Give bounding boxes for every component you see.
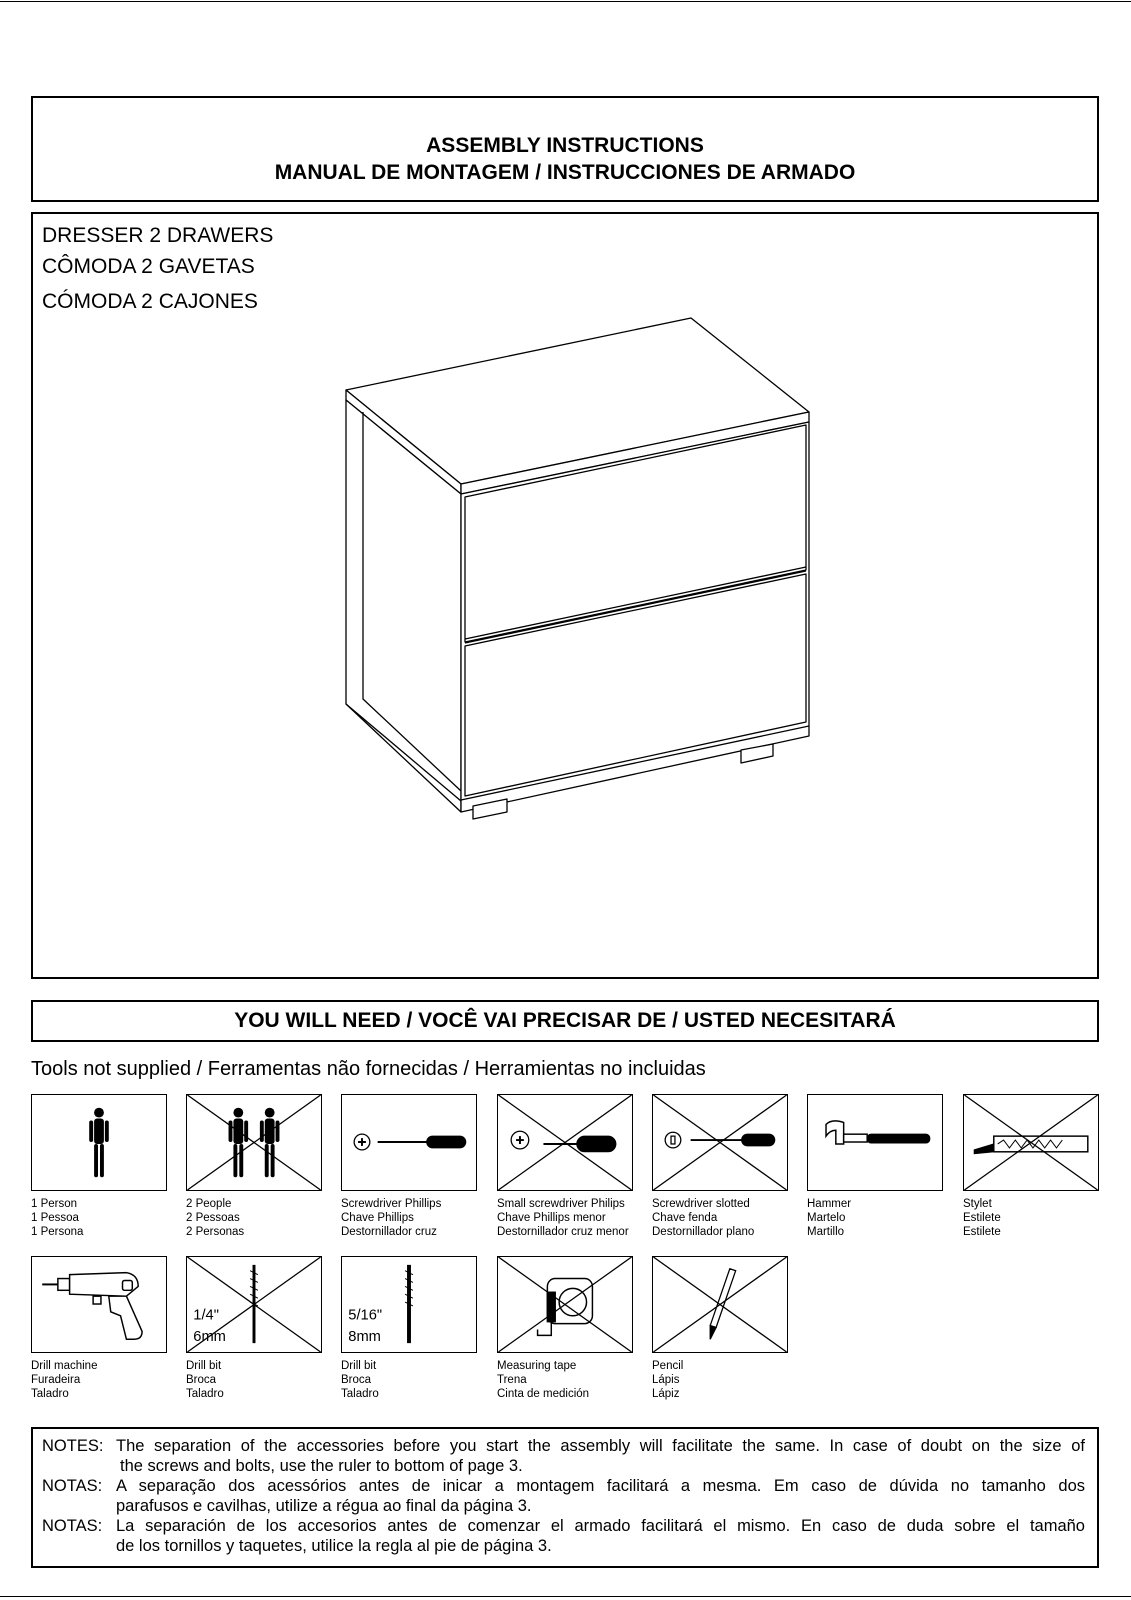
note-line: The separation of the accessories before you start the assembly will facilitate the same. In case of doubt on the size of [116, 1437, 1085, 1455]
tool-pencil [652, 1256, 788, 1401]
slotted-screwdriver-icon [653, 1095, 787, 1190]
tool-label-es: Martillo [807, 1226, 845, 1238]
product-name-en: DRESSER 2 DRAWERS [42, 224, 274, 247]
tool-label-pt: Estilete [963, 1212, 1001, 1224]
tool-label-en: 1 Person [31, 1198, 78, 1210]
bottom-rule [0, 1596, 1131, 1597]
phillips-screwdriver-icon [342, 1095, 476, 1190]
hammer-icon [808, 1095, 942, 1190]
tool-one-person [31, 1094, 167, 1239]
note-key: NOTAS: [42, 1477, 103, 1495]
tool-label-en: Small screwdriver Philips [497, 1198, 625, 1210]
tool-label-pt: Trena [497, 1374, 527, 1386]
title-box [31, 96, 1099, 202]
dresser-illustration [33, 214, 1097, 977]
tool-label-pt: Chave Phillips menor [497, 1212, 606, 1224]
tool-label-en: Measuring tape [497, 1360, 577, 1372]
tool-label-pt: Broca [341, 1374, 372, 1386]
tool-slotted-screwdriver [652, 1094, 788, 1239]
tool-label-en: Pencil [652, 1360, 684, 1372]
drill-bit-size-mm: 8mm [348, 1329, 381, 1346]
tool-label-es: 2 Personas [186, 1226, 245, 1238]
note-key: NOTAS: [42, 1517, 103, 1535]
product-name-es: CÓMODA 2 CAJONES [42, 290, 258, 313]
tool-label-es: Taladro [341, 1388, 379, 1400]
note-line: parafusos e cavilhas, utilize a régua ao final da página 3. [116, 1497, 532, 1515]
note-pt [42, 1476, 1085, 1516]
product-box [31, 212, 1099, 979]
note-line: A separação dos acessórios antes de inicar a montagem facilitará a mesma. Em caso de dúvida no tamanho dos [116, 1477, 1085, 1495]
tool-label-en: Screwdriver Phillips [341, 1198, 442, 1210]
tool-label-en: Screwdriver slotted [652, 1198, 750, 1210]
note-en [42, 1436, 1085, 1476]
tool-small-phillips-screwdriver [497, 1094, 633, 1239]
tool-label-es: Taladro [186, 1388, 224, 1400]
tool-label-en: Stylet [963, 1198, 992, 1210]
tool-label-en: Hammer [807, 1198, 852, 1210]
product-name-pt: CÔMODA 2 GAVETAS [42, 255, 255, 278]
tool-two-people [186, 1094, 322, 1239]
drill-bit-icon [187, 1257, 321, 1352]
tool-label-es: Taladro [31, 1388, 69, 1400]
note-line: the screws and bolts, use the ruler to bottom of page 3. [120, 1457, 523, 1475]
title-line-1: ASSEMBLY INSTRUCTIONS [426, 134, 704, 157]
tool-label-en: Drill bit [186, 1360, 222, 1372]
tool-phillips-screwdriver [341, 1094, 477, 1239]
tool-label-es: Lápiz [652, 1388, 680, 1400]
tool-label-en: Drill machine [31, 1360, 98, 1372]
tools-subtitle: Tools not supplied / Ferramentas não fornecidas / Herramientas no incluidas [31, 1058, 706, 1080]
tool-label-es: Estilete [963, 1226, 1001, 1238]
note-line: La separación de los accesorios antes de comenzar el armado facilitará el mismo. En caso de duda sobre el tamaño [116, 1517, 1085, 1535]
drill-bit-icon [342, 1257, 476, 1352]
tool-label-pt: 2 Pessoas [186, 1212, 240, 1224]
you-will-need-box [31, 1000, 1099, 1042]
tool-label-en: 2 People [186, 1198, 232, 1210]
pencil-icon [653, 1257, 787, 1352]
note-es [42, 1516, 1085, 1556]
title-line-2: MANUAL DE MONTAGEM / INSTRUCCIONES DE ARMADO [274, 161, 856, 184]
drill-bit-size-inch: 5/16" [348, 1307, 383, 1324]
drill-bit-size-inch: 1/4" [193, 1307, 219, 1324]
drill-bit-size-mm: 6mm [193, 1329, 226, 1346]
tool-label-en: Drill bit [341, 1360, 377, 1372]
small-phillips-screwdriver-icon [498, 1095, 632, 1190]
stylet-knife-icon [964, 1095, 1098, 1190]
tool-hammer [807, 1094, 943, 1239]
tool-label-pt: Lápis [652, 1374, 680, 1386]
tool-label-es: Destornillador cruz [341, 1226, 437, 1238]
measuring-tape-icon [498, 1257, 632, 1352]
top-rule [0, 1, 1131, 2]
tool-label-pt: Martelo [807, 1212, 846, 1224]
tool-label-pt: 1 Pessoa [31, 1212, 79, 1224]
note-line: de los tornillos y taquetes, utilice la regla al pie de página 3. [116, 1537, 552, 1555]
two-people-icon [187, 1095, 321, 1190]
tool-drill-bit-6mm [186, 1256, 322, 1401]
tool-label-pt: Chave Phillips [341, 1212, 414, 1224]
tool-label-pt: Chave fenda [652, 1212, 718, 1224]
tool-label-pt: Furadeira [31, 1374, 81, 1386]
notes-box [31, 1427, 1099, 1568]
tool-drill-machine [31, 1256, 167, 1401]
tool-stylet [963, 1094, 1099, 1239]
note-key: NOTES: [42, 1437, 104, 1455]
tool-label-es: Cinta de medición [497, 1388, 590, 1400]
drill-machine-icon [32, 1257, 166, 1352]
tool-measuring-tape [497, 1256, 633, 1401]
tool-label-es: Destornillador cruz menor [497, 1226, 629, 1238]
person-icon [32, 1095, 166, 1190]
tool-label-es: 1 Persona [31, 1226, 84, 1238]
tool-label-pt: Broca [186, 1374, 217, 1386]
you-will-need-title: YOU WILL NEED / VOCÊ VAI PRECISAR DE / USTED NECESITARÁ [234, 1009, 896, 1032]
tool-label-es: Destornillador plano [652, 1226, 755, 1238]
tool-drill-bit-8mm [341, 1256, 477, 1401]
